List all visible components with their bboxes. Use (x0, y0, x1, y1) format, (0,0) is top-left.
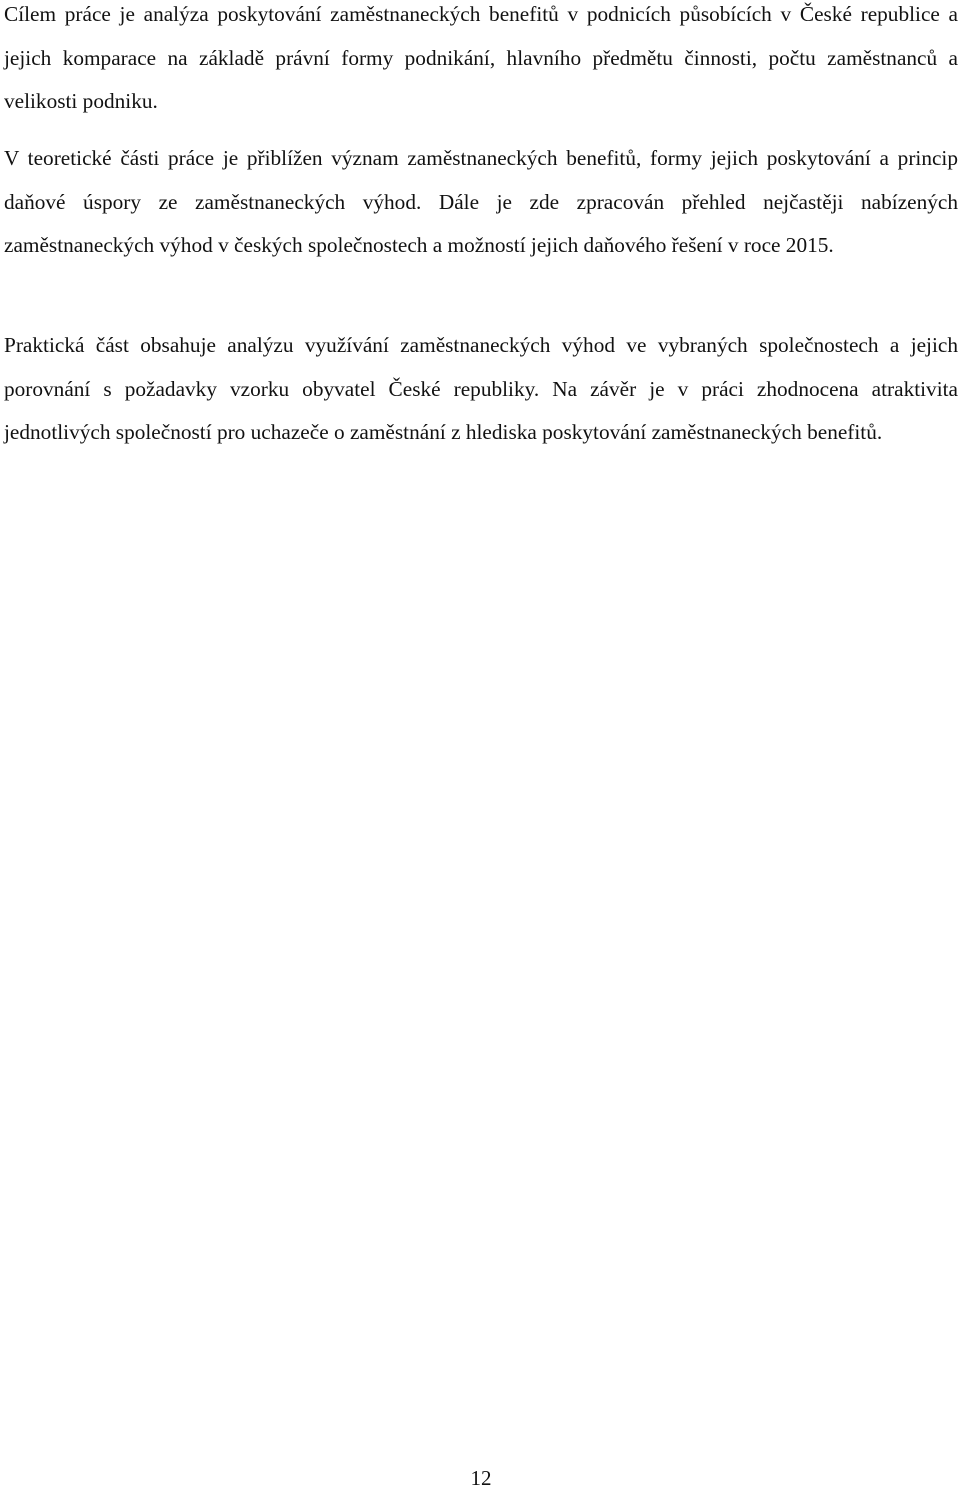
paragraph-aim: Cílem práce je analýza poskytování zaměstnaneckých benefitů v podnicích působících v České republice a jejich komparace na základě právní formy podnikání, hlavního předmětu činnosti, počtu zaměstnanců a velikosti podniku. (4, 2, 958, 113)
paragraph-theory: V teoretické části práce je přiblížen význam zaměstnaneckých benefitů, formy jejich poskytování a princip daňové úspory ze zaměstnaneckých výhod. Dále je zde zpracován přehled nejčastěji nabízených zaměstnaneckých výhod v českých společnostech a možností jejich daňového řešení v roce 2015. (4, 146, 958, 257)
page-number: 12 (470, 1466, 492, 1490)
document-page (4, 0, 958, 1491)
paragraph-practice: Praktická část obsahuje analýzu využívání zaměstnaneckých výhod ve vybraných společnostech a jejich porovnání s požadavky vzorku obyvatel České republiky. Na závěr je v práci zhodnocena atraktivita jednotlivých společností pro uchazeče o zaměstnání z hlediska poskytování zaměstnaneckých benefitů. (4, 333, 958, 444)
